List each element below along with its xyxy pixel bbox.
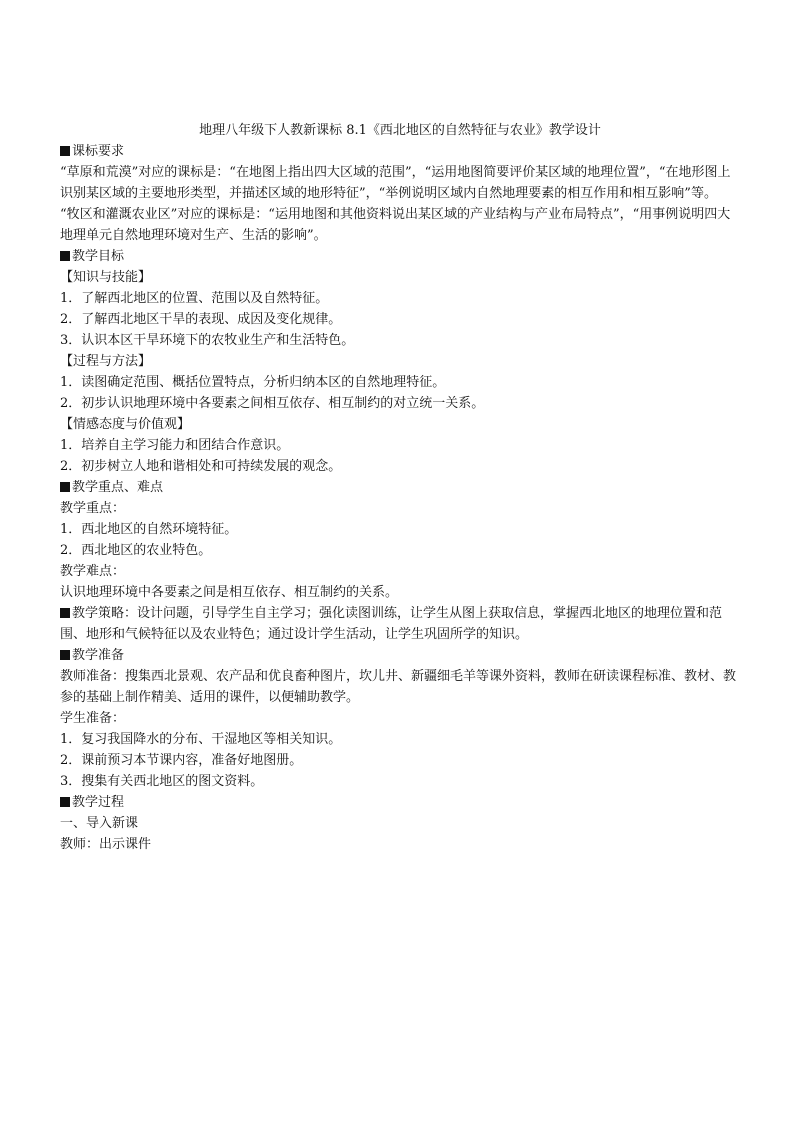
list-item: 2．西北地区的农业特色。 — [60, 543, 212, 558]
subheading-attitude: 【情感态度与价值观】 — [60, 417, 191, 432]
square-bullet-icon — [60, 146, 70, 156]
subheading-knowledge: 【知识与技能】 — [60, 270, 152, 285]
list-item: 2．初步树立人地和谐相处和可持续发展的观念。 — [60, 459, 342, 474]
paragraph-grassland-standard: “草原和荒漠”对应的课标是：“在地图上指出四大区域的范围”，“运用地图简要评价某区域的地理位置”，“在地形图上识别某区域的主要地形类型，并描述区域的地形特征”，“举例说明区域内自然地理要素的相互作用和相互影响”等。 — [60, 165, 731, 201]
list-item: 1．了解西北地区的位置、范围以及自然特征。 — [60, 291, 329, 306]
list-item: 1．复习我国降水的分布、干湿地区等相关知识。 — [60, 732, 342, 747]
square-bullet-icon — [60, 797, 70, 807]
section-guocheng-label: 教学过程 — [72, 795, 125, 810]
document-title: 地理八年级下人教新课标 8.1《西北地区的自然特征与农业》教学设计 — [199, 123, 601, 138]
section-zhunbei-label: 教学准备 — [72, 648, 125, 663]
list-item: 3．认识本区干旱环境下的农牧业生产和生活特色。 — [60, 333, 355, 348]
square-bullet-icon — [60, 650, 70, 660]
key-points-label: 教学重点： — [60, 501, 126, 516]
document-page — [60, 120, 740, 855]
list-item: 2．了解西北地区干旱的表现、成因及变化规律。 — [60, 312, 342, 327]
difficulty-text: 认识地理环境中各要素之间是相互依存、相互制约的关系。 — [60, 585, 399, 600]
difficulty-label: 教学难点： — [60, 564, 126, 579]
subheading-process: 【过程与方法】 — [60, 354, 152, 369]
section-guocheng — [60, 792, 740, 813]
section-celue-label: 教学策略 — [72, 606, 125, 621]
section-kebiao-label: 课标要求 — [72, 144, 125, 159]
list-item: 2．初步认识地理环境中各要素之间相互依存、相互制约的对立统一关系。 — [60, 396, 485, 411]
section-zhongnan — [60, 477, 740, 498]
section-celue — [60, 603, 740, 645]
section-zhongnan-label: 教学重点、难点 — [72, 480, 164, 495]
square-bullet-icon — [60, 251, 70, 261]
section-kebiao — [60, 141, 740, 162]
list-item: 1．培养自主学习能力和团结合作意识。 — [60, 438, 290, 453]
section-mubiao — [60, 246, 740, 267]
list-item: 1．西北地区的自然环境特征。 — [60, 522, 238, 537]
strategy-text: ：设计问题，引导学生自主学习；强化读图训练，让学生从图上获取信息，掌握西北地区的地理位置和范围、地形和气候特征以及农业特色；通过设计学生活动，让学生巩固所学的知识。 — [60, 606, 723, 642]
list-item: 2．课前预习本节课内容，准备好地图册。 — [60, 753, 303, 768]
student-preparation-label: 学生准备： — [60, 711, 126, 726]
square-bullet-icon — [60, 608, 70, 618]
paragraph-pasture-standard: “牧区和灌溉农业区”对应的课标是：“运用地图和其他资料说出某区域的产业结构与产业布局特点”，“用事例说明四大地理单元自然地理环境对生产、生活的影响”。 — [60, 207, 731, 243]
square-bullet-icon — [60, 482, 70, 492]
section-mubiao-label: 教学目标 — [72, 249, 125, 264]
list-item: 1．读图确定范围、概括位置特点，分析归纳本区的自然地理特征。 — [60, 375, 446, 390]
teacher-show-line: 教师：出示课件 — [60, 837, 152, 852]
intro-heading: 一、导入新课 — [60, 816, 139, 831]
list-item: 3．搜集有关西北地区的图文资料。 — [60, 774, 264, 789]
section-zhunbei — [60, 645, 740, 666]
teacher-preparation: 教师准备：搜集西北景观、农产品和优良畜种图片，坎儿井、新疆细毛羊等课外资料，教师在研读课程标准、教材、教参的基础上制作精美、适用的课件，以便辅助教学。 — [60, 669, 737, 705]
